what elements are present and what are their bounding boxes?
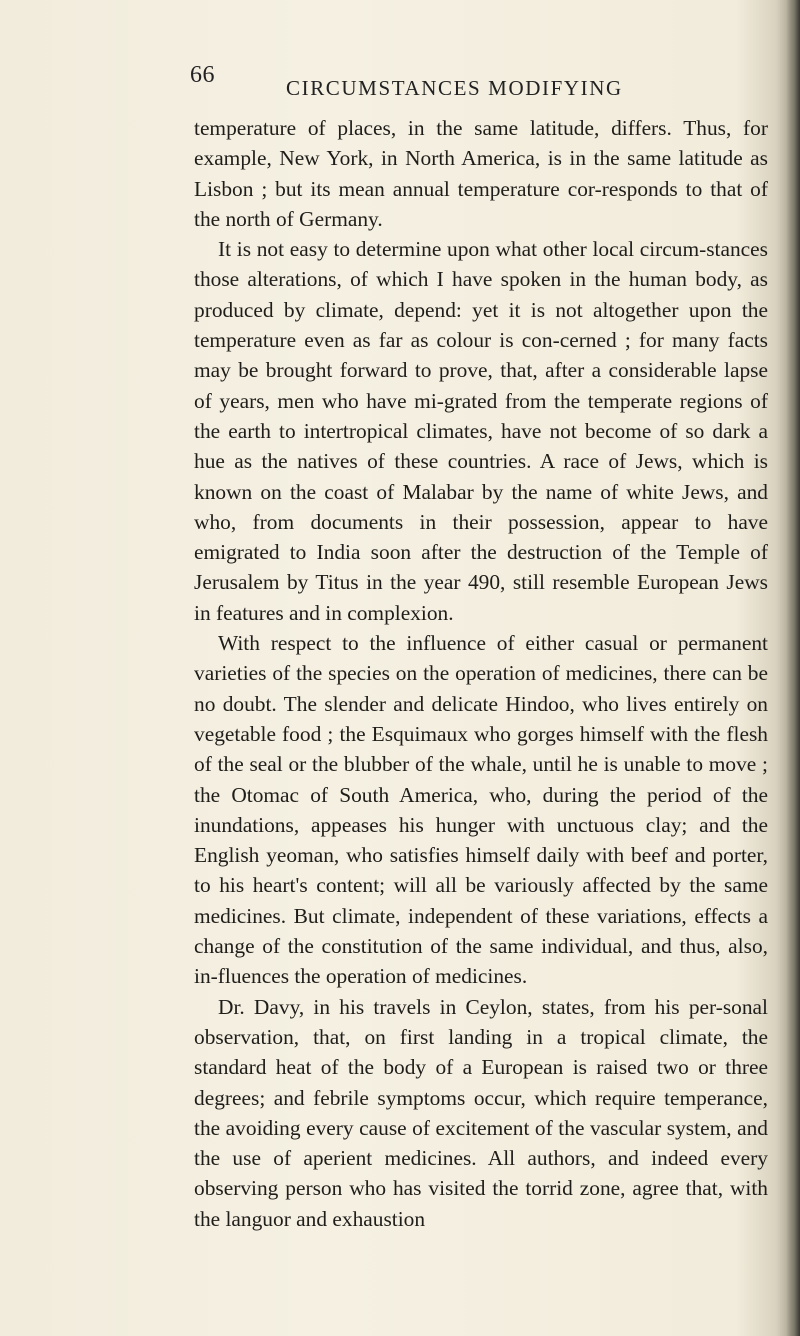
- page-number: 66: [190, 62, 215, 88]
- paragraph-dr-davy: Dr. Davy, in his travels in Ceylon, states, from his per-sonal observation, that, on first landing in a tropical climate, the standard heat of the body of a European is raised two or three degrees; and febrile symptoms occur, which require temperance, the avoiding every cause of excitement of the vascular system, and the use of aperient medicines. All authors, and indeed every observing person who has visited the torrid zone, agree that, with the languor and exhaustion: [194, 994, 768, 1231]
- page-header: [0, 62, 800, 98]
- paragraph-varieties-of-species: With respect to the influence of either casual or permanent varieties of the species on the operation of medicines, there can be no doubt. The slender and delicate Hindoo, who lives entirely on vegetable food ; the Esquimaux who gorges himself with the flesh of the seal or the blubber of the whale, until he is unable to move ; the Otomac of South America, who, during the period of the inundations, appeases his hunger with unctuous clay; and the English yeoman, who satisfies himself daily with beef and porter, to his heart's content; will all be variously affected by the same medicines. But climate, independent of these variations, effects a change of the constitution of the same individual, and thus, also, in-fluences the operation of medicines.: [194, 631, 768, 989]
- page-edge-shadow: [786, 0, 800, 1336]
- paragraph-local-circumstances: It is not easy to determine upon what other local circum-stances those alterations, of which I have spoken in the human body, as produced by climate, depend: yet it is not altogether upon the temperature even as far as colour is con-cerned ; for many facts may be brought forward to prove, that, after a considerable lapse of years, men who have mi-grated from the temperate regions of the earth to intertropical climates, have not become of so dark a hue as the natives of these countries. A race of Jews, which is known on the coast of Malabar by the name of white Jews, and who, from documents in their possession, appear to have emigrated to India soon after the destruction of the Temple of Jerusalem by Titus in the year 490, still resemble European Jews in features and in complexion.: [194, 237, 768, 625]
- running-title: CIRCUMSTANCES MODIFYING: [286, 76, 623, 100]
- paragraph-continued: temperature of places, in the same latitude, differs. Thus, for example, New York, in North America, is in the same latitude as Lisbon ; but its mean annual temperature cor-responds to that of the north of Germany.: [194, 116, 768, 231]
- body-text: [194, 113, 768, 1234]
